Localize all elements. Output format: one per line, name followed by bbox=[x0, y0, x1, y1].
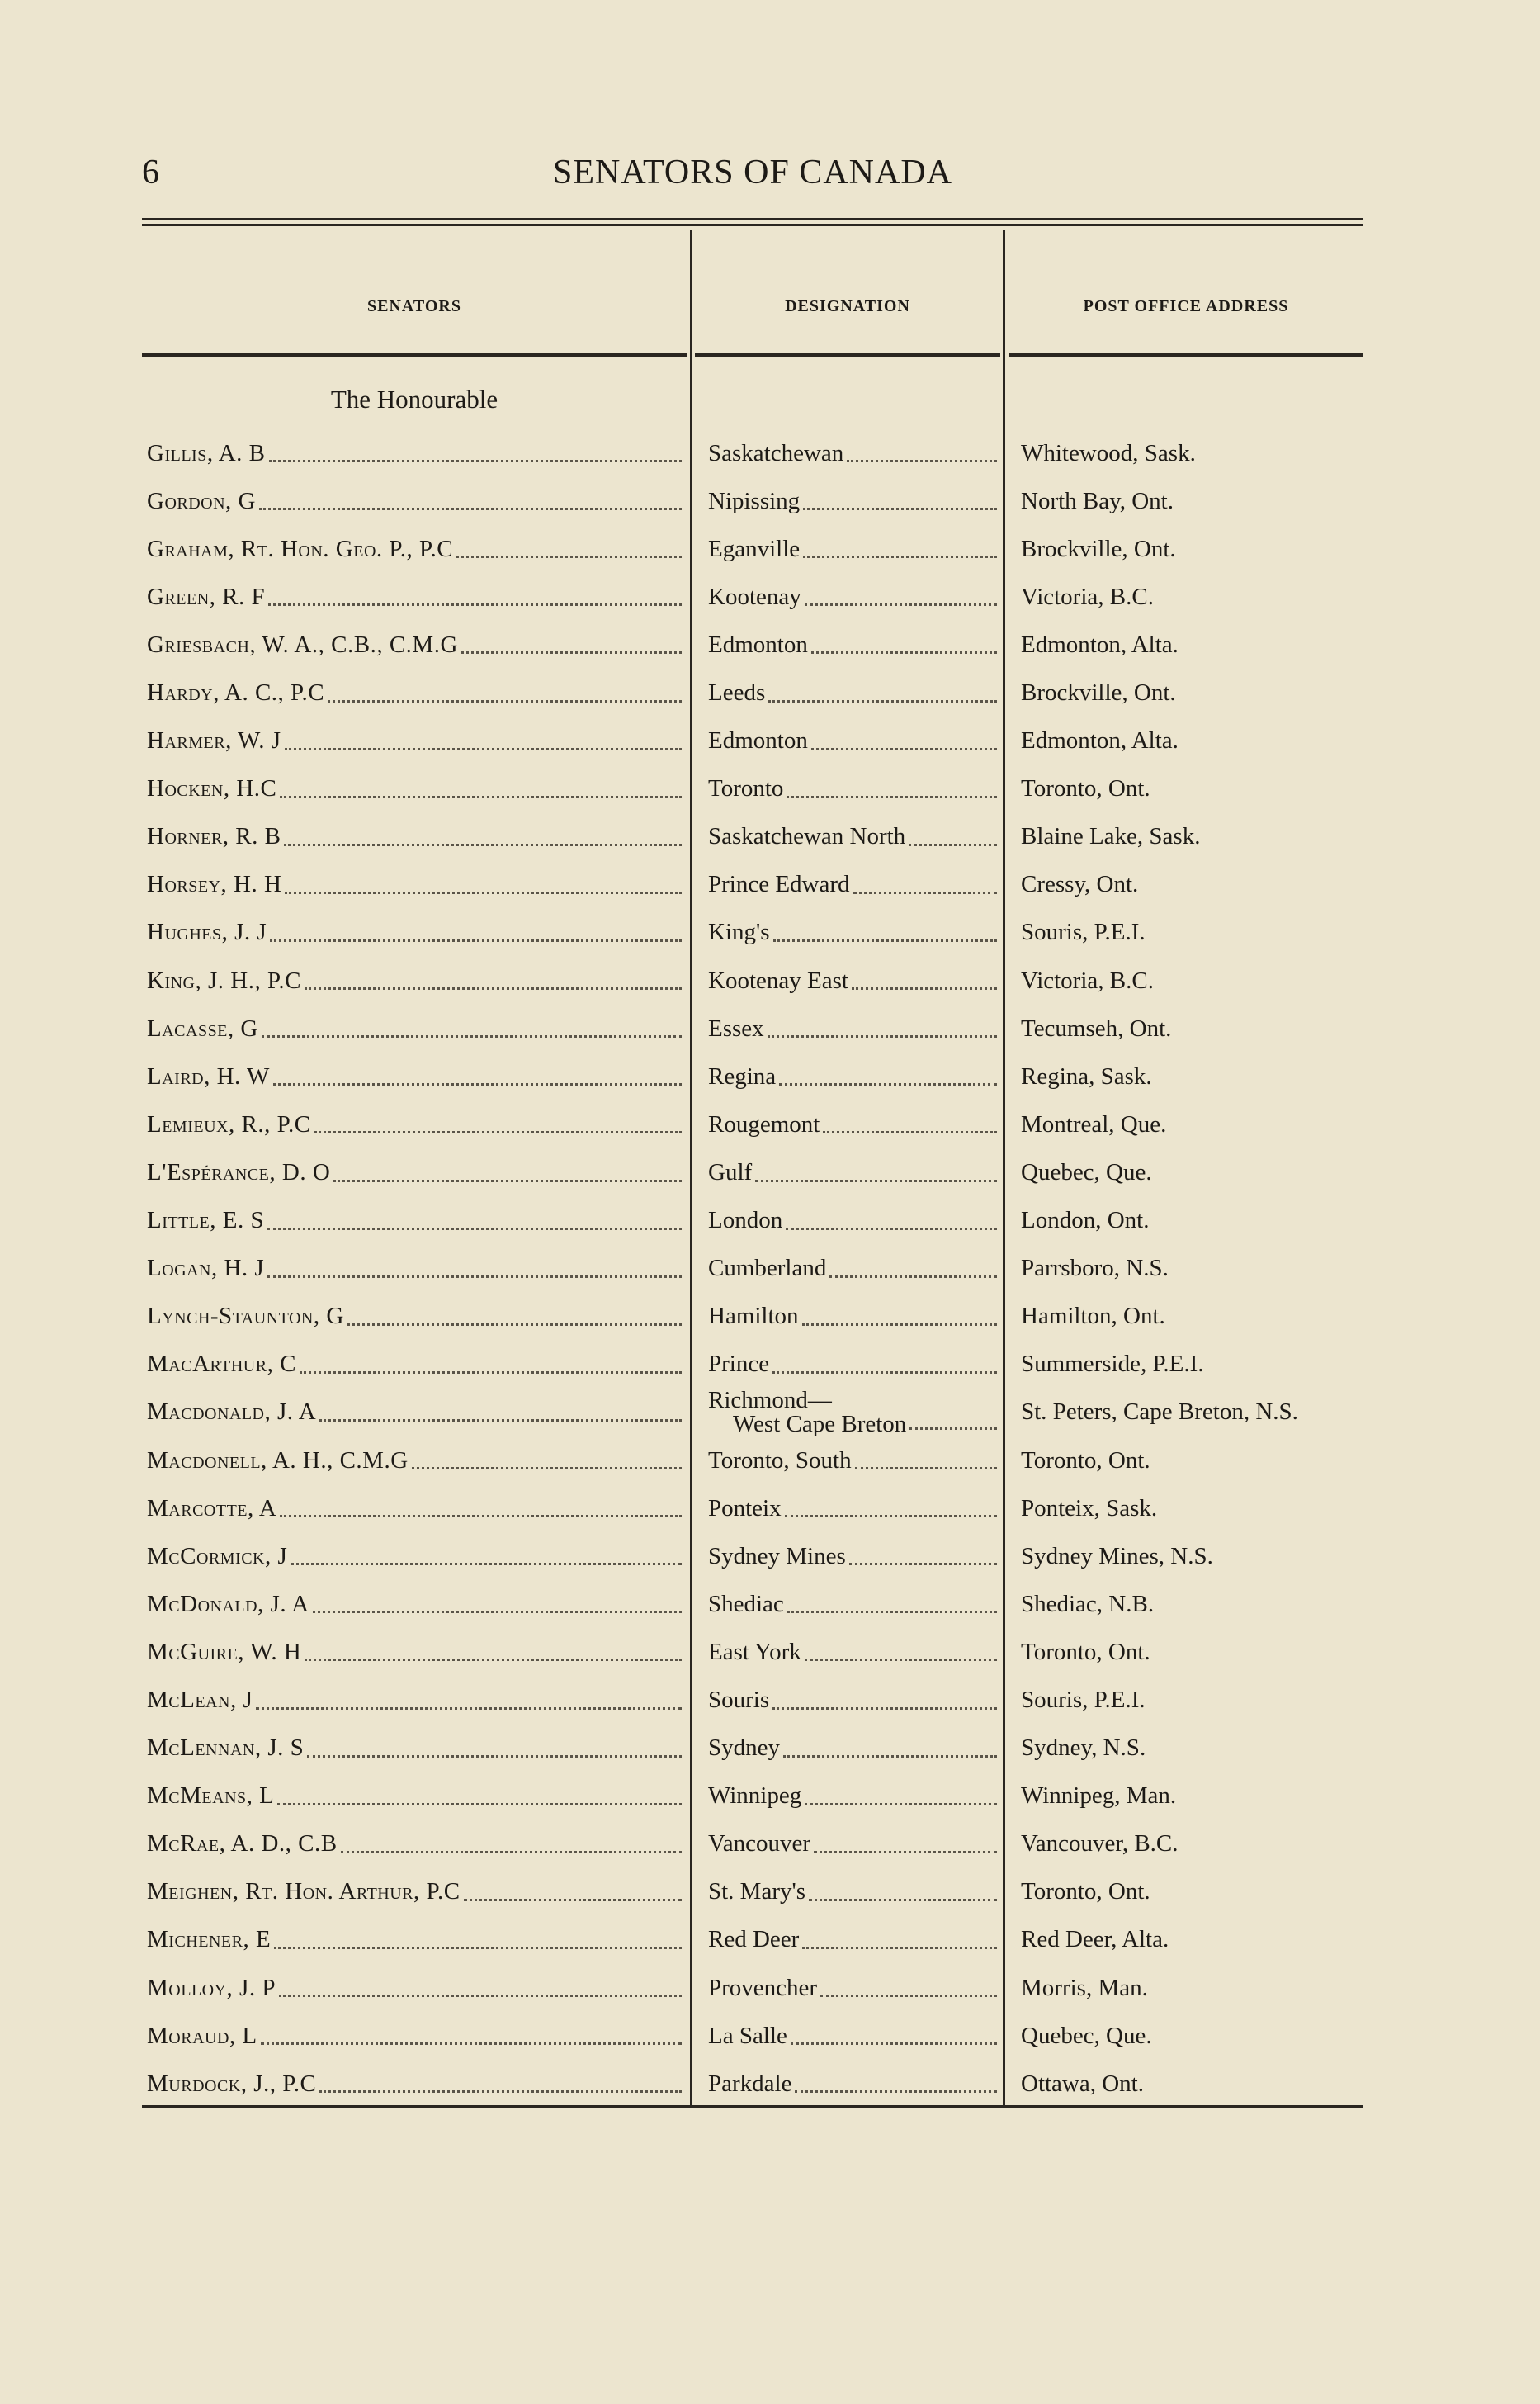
dot-leader bbox=[805, 1803, 997, 1805]
dot-leader bbox=[811, 748, 997, 750]
senator-name-cell bbox=[147, 2012, 685, 2060]
designation-cell bbox=[708, 2012, 1000, 2060]
senator-name: Hardy, A. C., P.C bbox=[147, 679, 325, 707]
post-office-address: Brockville, Ont. bbox=[1021, 535, 1176, 562]
designation: Winnipeg bbox=[708, 1782, 802, 1810]
senator-name-cell bbox=[147, 1916, 685, 1964]
senator-table bbox=[0, 429, 1540, 2108]
designation-cell bbox=[708, 573, 1000, 621]
post-office-address: Vancouver, B.C. bbox=[1021, 1830, 1179, 1857]
dot-leader bbox=[814, 1851, 997, 1853]
dot-leader bbox=[772, 1371, 997, 1374]
designation: King's bbox=[708, 919, 770, 946]
senator-name-cell bbox=[147, 525, 685, 573]
dot-leader bbox=[809, 1899, 997, 1901]
senator-name-cell bbox=[147, 957, 685, 1005]
designation: Toronto bbox=[708, 775, 784, 802]
post-office-address: Toronto, Ont. bbox=[1021, 1446, 1150, 1474]
post-office-address: Toronto, Ont. bbox=[1021, 775, 1150, 802]
designation-cell bbox=[708, 1341, 1000, 1389]
senator-name: King, J. H., P.C bbox=[147, 967, 301, 994]
table-row bbox=[0, 957, 1540, 1005]
post-office-address: Edmonton, Alta. bbox=[1021, 631, 1179, 658]
dot-leader bbox=[852, 987, 997, 990]
designation: Edmonton bbox=[708, 727, 808, 755]
dot-leader bbox=[787, 796, 997, 798]
table-row bbox=[0, 1436, 1540, 1484]
dot-leader bbox=[772, 1707, 997, 1710]
senator-name: L'Espérance, D. O bbox=[147, 1158, 331, 1185]
designation-cell bbox=[708, 1053, 1000, 1100]
post-office-address: Sydney Mines, N.S. bbox=[1021, 1542, 1213, 1569]
senator-name: Meighen, Rt. Hon. Arthur, P.C bbox=[147, 1878, 461, 1905]
designation: Nipissing bbox=[708, 487, 801, 514]
senator-name: Horsey, H. H bbox=[147, 871, 282, 898]
designation-cell bbox=[708, 429, 1000, 477]
senator-name-cell bbox=[147, 909, 685, 957]
table-row bbox=[0, 429, 1540, 477]
dot-leader bbox=[280, 1515, 682, 1517]
table-row bbox=[0, 717, 1540, 765]
senator-name: Gordon, G bbox=[147, 487, 256, 514]
senator-name-cell bbox=[147, 477, 685, 525]
post-office-address: Regina, Sask. bbox=[1021, 1062, 1152, 1090]
dot-leader bbox=[267, 1275, 682, 1278]
designation: Red Deer bbox=[708, 1926, 800, 1953]
post-office-address: Toronto, Ont. bbox=[1021, 1638, 1150, 1665]
senator-name-cell bbox=[147, 429, 685, 477]
dot-leader bbox=[779, 1083, 997, 1086]
dot-leader bbox=[300, 1371, 682, 1374]
top-double-rule bbox=[142, 218, 1363, 226]
table-row bbox=[0, 669, 1540, 717]
senator-name: Macdonell, A. H., C.M.G bbox=[147, 1446, 409, 1474]
dot-leader bbox=[333, 1180, 682, 1182]
dot-leader bbox=[802, 1947, 997, 1949]
dot-leader bbox=[785, 1515, 997, 1517]
table-row bbox=[0, 621, 1540, 669]
designation: Hamilton bbox=[708, 1303, 799, 1330]
table-row bbox=[0, 1820, 1540, 1868]
table-row bbox=[0, 1053, 1540, 1100]
table-row bbox=[0, 1772, 1540, 1820]
senator-name-cell bbox=[147, 813, 685, 861]
senator-name: McRae, A. D., C.B bbox=[147, 1830, 338, 1857]
designation-cell bbox=[708, 1005, 1000, 1053]
table-row bbox=[0, 1148, 1540, 1196]
senator-name-cell bbox=[147, 1100, 685, 1148]
designation-cell bbox=[708, 621, 1000, 669]
table-row bbox=[0, 1005, 1540, 1053]
post-office-address: Cressy, Ont. bbox=[1021, 871, 1139, 898]
dot-leader bbox=[811, 651, 997, 654]
post-office-address: Summerside, P.E.I. bbox=[1021, 1351, 1204, 1378]
senator-name: McCormick, J bbox=[147, 1542, 288, 1569]
dot-leader bbox=[820, 1995, 997, 1997]
header-rule bbox=[1009, 353, 1363, 357]
designation-cell bbox=[708, 669, 1000, 717]
dot-leader bbox=[285, 892, 682, 894]
designation-cell bbox=[708, 1676, 1000, 1724]
post-office-address: Whitewood, Sask. bbox=[1021, 439, 1196, 466]
dot-leader bbox=[768, 1035, 997, 1038]
senator-name-cell bbox=[147, 861, 685, 909]
senator-name-cell bbox=[147, 1532, 685, 1580]
dot-leader bbox=[803, 556, 997, 558]
senator-name: McMeans, L bbox=[147, 1782, 275, 1810]
table-row bbox=[0, 2060, 1540, 2108]
senator-name-cell bbox=[147, 1005, 685, 1053]
dot-leader bbox=[412, 1467, 682, 1469]
designation: Leeds bbox=[708, 679, 766, 707]
dot-leader bbox=[341, 1851, 682, 1853]
designation: Richmond— bbox=[708, 1388, 832, 1413]
designation-cell bbox=[708, 1532, 1000, 1580]
designation-cell bbox=[708, 1964, 1000, 2012]
dot-leader bbox=[909, 844, 997, 846]
dot-leader bbox=[279, 1995, 682, 1997]
designation-cell bbox=[708, 1484, 1000, 1532]
dot-leader bbox=[313, 1611, 682, 1613]
post-office-address: Edmonton, Alta. bbox=[1021, 727, 1179, 755]
designation: Prince bbox=[708, 1351, 770, 1378]
designation: Vancouver bbox=[708, 1830, 811, 1857]
designation: Ponteix bbox=[708, 1494, 782, 1521]
designation-cell bbox=[708, 1916, 1000, 1964]
column-header-designation: DESIGNATION bbox=[785, 297, 910, 315]
senator-name: Logan, H. J bbox=[147, 1255, 265, 1282]
honourable-heading: The Honourable bbox=[330, 385, 498, 414]
designation-cell bbox=[708, 1148, 1000, 1196]
designation-cell bbox=[708, 1100, 1000, 1148]
dot-leader bbox=[755, 1180, 997, 1182]
post-office-address: Souris, P.E.I. bbox=[1021, 919, 1146, 946]
dot-leader bbox=[273, 1083, 682, 1086]
post-office-address: Red Deer, Alta. bbox=[1021, 1926, 1169, 1953]
dot-leader bbox=[786, 1228, 997, 1230]
senator-name-cell bbox=[147, 765, 685, 813]
senator-name-cell bbox=[147, 2060, 685, 2108]
dot-leader bbox=[803, 508, 997, 510]
table-row bbox=[0, 1725, 1540, 1772]
table-row bbox=[0, 1676, 1540, 1724]
table-row bbox=[0, 1916, 1540, 1964]
designation-cell bbox=[708, 1436, 1000, 1484]
designation-cell bbox=[708, 1725, 1000, 1772]
dot-leader bbox=[259, 508, 682, 510]
senator-name-cell bbox=[147, 1293, 685, 1341]
table-row bbox=[0, 477, 1540, 525]
senator-name-cell bbox=[147, 1820, 685, 1868]
designation: Kootenay East bbox=[708, 967, 848, 994]
senator-name-cell bbox=[147, 1389, 685, 1436]
senator-name-cell bbox=[147, 717, 685, 765]
senator-name: MacArthur, C bbox=[147, 1351, 296, 1378]
table-row bbox=[0, 861, 1540, 909]
designation: Regina bbox=[708, 1062, 777, 1090]
designation-cell bbox=[708, 1628, 1000, 1676]
senator-name-cell bbox=[147, 1148, 685, 1196]
dot-leader bbox=[823, 1131, 997, 1133]
dot-leader bbox=[768, 700, 997, 703]
designation: Kootenay bbox=[708, 583, 801, 610]
dot-leader bbox=[319, 2090, 682, 2093]
senator-name: Horner, R. B bbox=[147, 823, 281, 850]
column-header-senators: SENATORS bbox=[367, 297, 461, 315]
designation-cell bbox=[708, 813, 1000, 861]
senator-name: McLean, J bbox=[147, 1686, 253, 1713]
dot-leader bbox=[791, 2042, 997, 2045]
post-office-address: Morris, Man. bbox=[1021, 1974, 1148, 2001]
table-row bbox=[0, 1532, 1540, 1580]
senator-name-cell bbox=[147, 1341, 685, 1389]
designation-cell bbox=[708, 1772, 1000, 1820]
senator-name-cell bbox=[147, 1484, 685, 1532]
senator-name-cell bbox=[147, 621, 685, 669]
post-office-address: Winnipeg, Man. bbox=[1021, 1782, 1177, 1810]
designation: Toronto, South bbox=[708, 1446, 852, 1474]
table-row bbox=[0, 1484, 1540, 1532]
senator-name: Moraud, L bbox=[147, 2022, 257, 2049]
dot-leader bbox=[285, 748, 682, 750]
dot-leader bbox=[291, 1563, 682, 1565]
senator-name: Harmer, W. J bbox=[147, 727, 281, 755]
senator-name: McDonald, J. A bbox=[147, 1590, 309, 1617]
table-row bbox=[0, 1100, 1540, 1148]
dot-leader bbox=[269, 460, 682, 462]
dot-leader bbox=[262, 1035, 682, 1038]
designation: Souris bbox=[708, 1686, 770, 1713]
dot-leader bbox=[307, 1755, 682, 1758]
senator-name-cell bbox=[147, 1868, 685, 1916]
designation: St. Mary's bbox=[708, 1878, 806, 1905]
post-office-address: Tecumseh, Ont. bbox=[1021, 1015, 1172, 1042]
designation-cell bbox=[708, 477, 1000, 525]
table-row bbox=[0, 1245, 1540, 1293]
designation-cell bbox=[708, 2060, 1000, 2108]
post-office-address: Toronto, Ont. bbox=[1021, 1878, 1150, 1905]
dot-leader bbox=[284, 844, 682, 846]
post-office-address: London, Ont. bbox=[1021, 1207, 1150, 1234]
senator-name: Michener, E bbox=[147, 1926, 272, 1953]
post-office-address: Sydney, N.S. bbox=[1021, 1734, 1146, 1762]
table-row bbox=[0, 573, 1540, 621]
table-row bbox=[0, 525, 1540, 573]
designation-cell bbox=[708, 1197, 1000, 1245]
designation: Saskatchewan North bbox=[708, 823, 906, 850]
dot-leader bbox=[461, 651, 682, 654]
designation-cell bbox=[708, 525, 1000, 573]
post-office-address: North Bay, Ont. bbox=[1021, 487, 1174, 514]
dot-leader bbox=[855, 1467, 997, 1469]
designation-cell bbox=[708, 1389, 1000, 1436]
dot-leader bbox=[909, 1427, 997, 1430]
table-row bbox=[0, 909, 1540, 957]
dot-leader bbox=[795, 2090, 997, 2093]
senator-name: Murdock, J., P.C bbox=[147, 2070, 317, 2097]
senator-name: McGuire, W. H bbox=[147, 1638, 302, 1665]
dot-leader bbox=[274, 1947, 682, 1949]
designation: Provencher bbox=[708, 1974, 818, 2001]
dot-leader bbox=[280, 796, 682, 798]
senator-name: Laird, H. W bbox=[147, 1062, 270, 1090]
designation: Sydney Mines bbox=[708, 1542, 846, 1569]
designation-cell bbox=[708, 765, 1000, 813]
post-office-address: Quebec, Que. bbox=[1021, 1158, 1152, 1185]
table-row bbox=[0, 813, 1540, 861]
dot-leader bbox=[270, 939, 682, 942]
senator-name-cell bbox=[147, 1772, 685, 1820]
senator-name: Hocken, H.C bbox=[147, 775, 277, 802]
designation-cell bbox=[708, 957, 1000, 1005]
designation: Eganville bbox=[708, 535, 801, 562]
post-office-address: Parrsboro, N.S. bbox=[1021, 1255, 1169, 1282]
designation-cell bbox=[708, 1820, 1000, 1868]
dot-leader bbox=[305, 987, 682, 990]
dot-leader bbox=[277, 1803, 682, 1805]
post-office-address: Montreal, Que. bbox=[1021, 1110, 1167, 1138]
header-rule bbox=[695, 353, 1000, 357]
post-office-address: Hamilton, Ont. bbox=[1021, 1303, 1165, 1330]
dot-leader bbox=[787, 1611, 997, 1613]
header-rule bbox=[142, 353, 687, 357]
dot-leader bbox=[805, 603, 997, 606]
designation: Prince Edward bbox=[708, 871, 850, 898]
senator-name: Lynch-Staunton, G bbox=[147, 1303, 344, 1330]
designation: Shediac bbox=[708, 1590, 784, 1617]
dot-leader bbox=[783, 1755, 997, 1758]
senator-name: Macdonald, J. A bbox=[147, 1398, 317, 1426]
designation: Cumberland bbox=[708, 1255, 827, 1282]
senator-name-cell bbox=[147, 1676, 685, 1724]
senator-name: Lemieux, R., P.C bbox=[147, 1110, 311, 1138]
dot-leader bbox=[256, 1707, 682, 1710]
dot-leader bbox=[268, 603, 682, 606]
senator-name: Hughes, J. J bbox=[147, 919, 267, 946]
senator-name: Lacasse, G bbox=[147, 1015, 258, 1042]
senator-name-cell bbox=[147, 573, 685, 621]
senator-name-cell bbox=[147, 1053, 685, 1100]
designation-continued: West Cape Breton bbox=[733, 1410, 907, 1436]
dot-leader bbox=[347, 1323, 682, 1326]
table-row bbox=[0, 1389, 1540, 1436]
senator-name: Graham, Rt. Hon. Geo. P., P.C bbox=[147, 535, 454, 562]
dot-leader bbox=[849, 1563, 997, 1565]
post-office-address: Ottawa, Ont. bbox=[1021, 2070, 1144, 2097]
designation: Sydney bbox=[708, 1734, 780, 1762]
dot-leader bbox=[456, 556, 682, 558]
column-header-address: POST OFFICE ADDRESS bbox=[1083, 297, 1289, 315]
running-title: SENATORS OF CANADA bbox=[553, 154, 952, 192]
post-office-address: Shediac, N.B. bbox=[1021, 1590, 1155, 1617]
dot-leader bbox=[853, 892, 997, 894]
designation: Gulf bbox=[708, 1158, 753, 1185]
page-header bbox=[142, 153, 1363, 202]
designation: London bbox=[708, 1207, 783, 1234]
dot-leader bbox=[314, 1131, 682, 1133]
dot-leader bbox=[805, 1659, 997, 1661]
dot-leader bbox=[802, 1323, 997, 1326]
dot-leader bbox=[773, 939, 997, 942]
senator-name: Griesbach, W. A., C.B., C.M.G bbox=[147, 631, 458, 658]
table-row bbox=[0, 1293, 1540, 1341]
designation-cell bbox=[708, 1580, 1000, 1628]
dot-leader bbox=[829, 1275, 997, 1278]
designation-cell bbox=[708, 1245, 1000, 1293]
senator-name: Gillis, A. B bbox=[147, 439, 266, 466]
designation: Essex bbox=[708, 1015, 764, 1042]
designation-cell bbox=[708, 1868, 1000, 1916]
post-office-address: Souris, P.E.I. bbox=[1021, 1686, 1146, 1713]
senator-name-cell bbox=[147, 1436, 685, 1484]
senator-name-cell bbox=[147, 669, 685, 717]
senator-name-cell bbox=[147, 1725, 685, 1772]
post-office-address: Quebec, Que. bbox=[1021, 2022, 1152, 2049]
dot-leader bbox=[328, 700, 682, 703]
post-office-address: Brockville, Ont. bbox=[1021, 679, 1176, 707]
dot-leader bbox=[847, 460, 997, 462]
senator-name: Little, E. S bbox=[147, 1207, 265, 1234]
dot-leader bbox=[267, 1228, 682, 1230]
senator-name: Green, R. F bbox=[147, 583, 266, 610]
post-office-address: Ponteix, Sask. bbox=[1021, 1494, 1158, 1521]
bottom-rule bbox=[142, 2105, 1363, 2108]
designation-cell bbox=[708, 909, 1000, 957]
designation: Edmonton bbox=[708, 631, 808, 658]
designation-cell bbox=[708, 717, 1000, 765]
post-office-address: Victoria, B.C. bbox=[1021, 967, 1154, 994]
post-office-address: St. Peters, Cape Breton, N.S. bbox=[1021, 1398, 1298, 1426]
senator-name-cell bbox=[147, 1628, 685, 1676]
dot-leader bbox=[305, 1659, 682, 1661]
designation: Saskatchewan bbox=[708, 439, 844, 466]
page-number: 6 bbox=[142, 154, 159, 192]
post-office-address: Victoria, B.C. bbox=[1021, 583, 1154, 610]
designation-cell bbox=[708, 1293, 1000, 1341]
table-row bbox=[0, 2012, 1540, 2060]
post-office-address: Blaine Lake, Sask. bbox=[1021, 823, 1201, 850]
table-row bbox=[0, 1197, 1540, 1245]
table-row bbox=[0, 1580, 1540, 1628]
designation: Rougemont bbox=[708, 1110, 820, 1138]
table-row bbox=[0, 1964, 1540, 2012]
dot-leader bbox=[261, 2042, 682, 2045]
designation: Parkdale bbox=[708, 2070, 792, 2097]
table-row bbox=[0, 1341, 1540, 1389]
senator-name: Marcotte, A bbox=[147, 1494, 277, 1521]
designation-cell bbox=[708, 861, 1000, 909]
table-row bbox=[0, 1868, 1540, 1916]
table-row bbox=[0, 765, 1540, 813]
designation: La Salle bbox=[708, 2022, 787, 2049]
senator-name-cell bbox=[147, 1197, 685, 1245]
dot-leader bbox=[319, 1419, 682, 1422]
senator-name-cell bbox=[147, 1580, 685, 1628]
senator-name-cell bbox=[147, 1964, 685, 2012]
table-row bbox=[0, 1628, 1540, 1676]
dot-leader bbox=[464, 1899, 682, 1901]
designation: East York bbox=[708, 1638, 801, 1665]
senator-name-cell bbox=[147, 1245, 685, 1293]
senator-name: Molloy, J. P bbox=[147, 1974, 276, 2001]
senator-name: McLennan, J. S bbox=[147, 1734, 305, 1762]
